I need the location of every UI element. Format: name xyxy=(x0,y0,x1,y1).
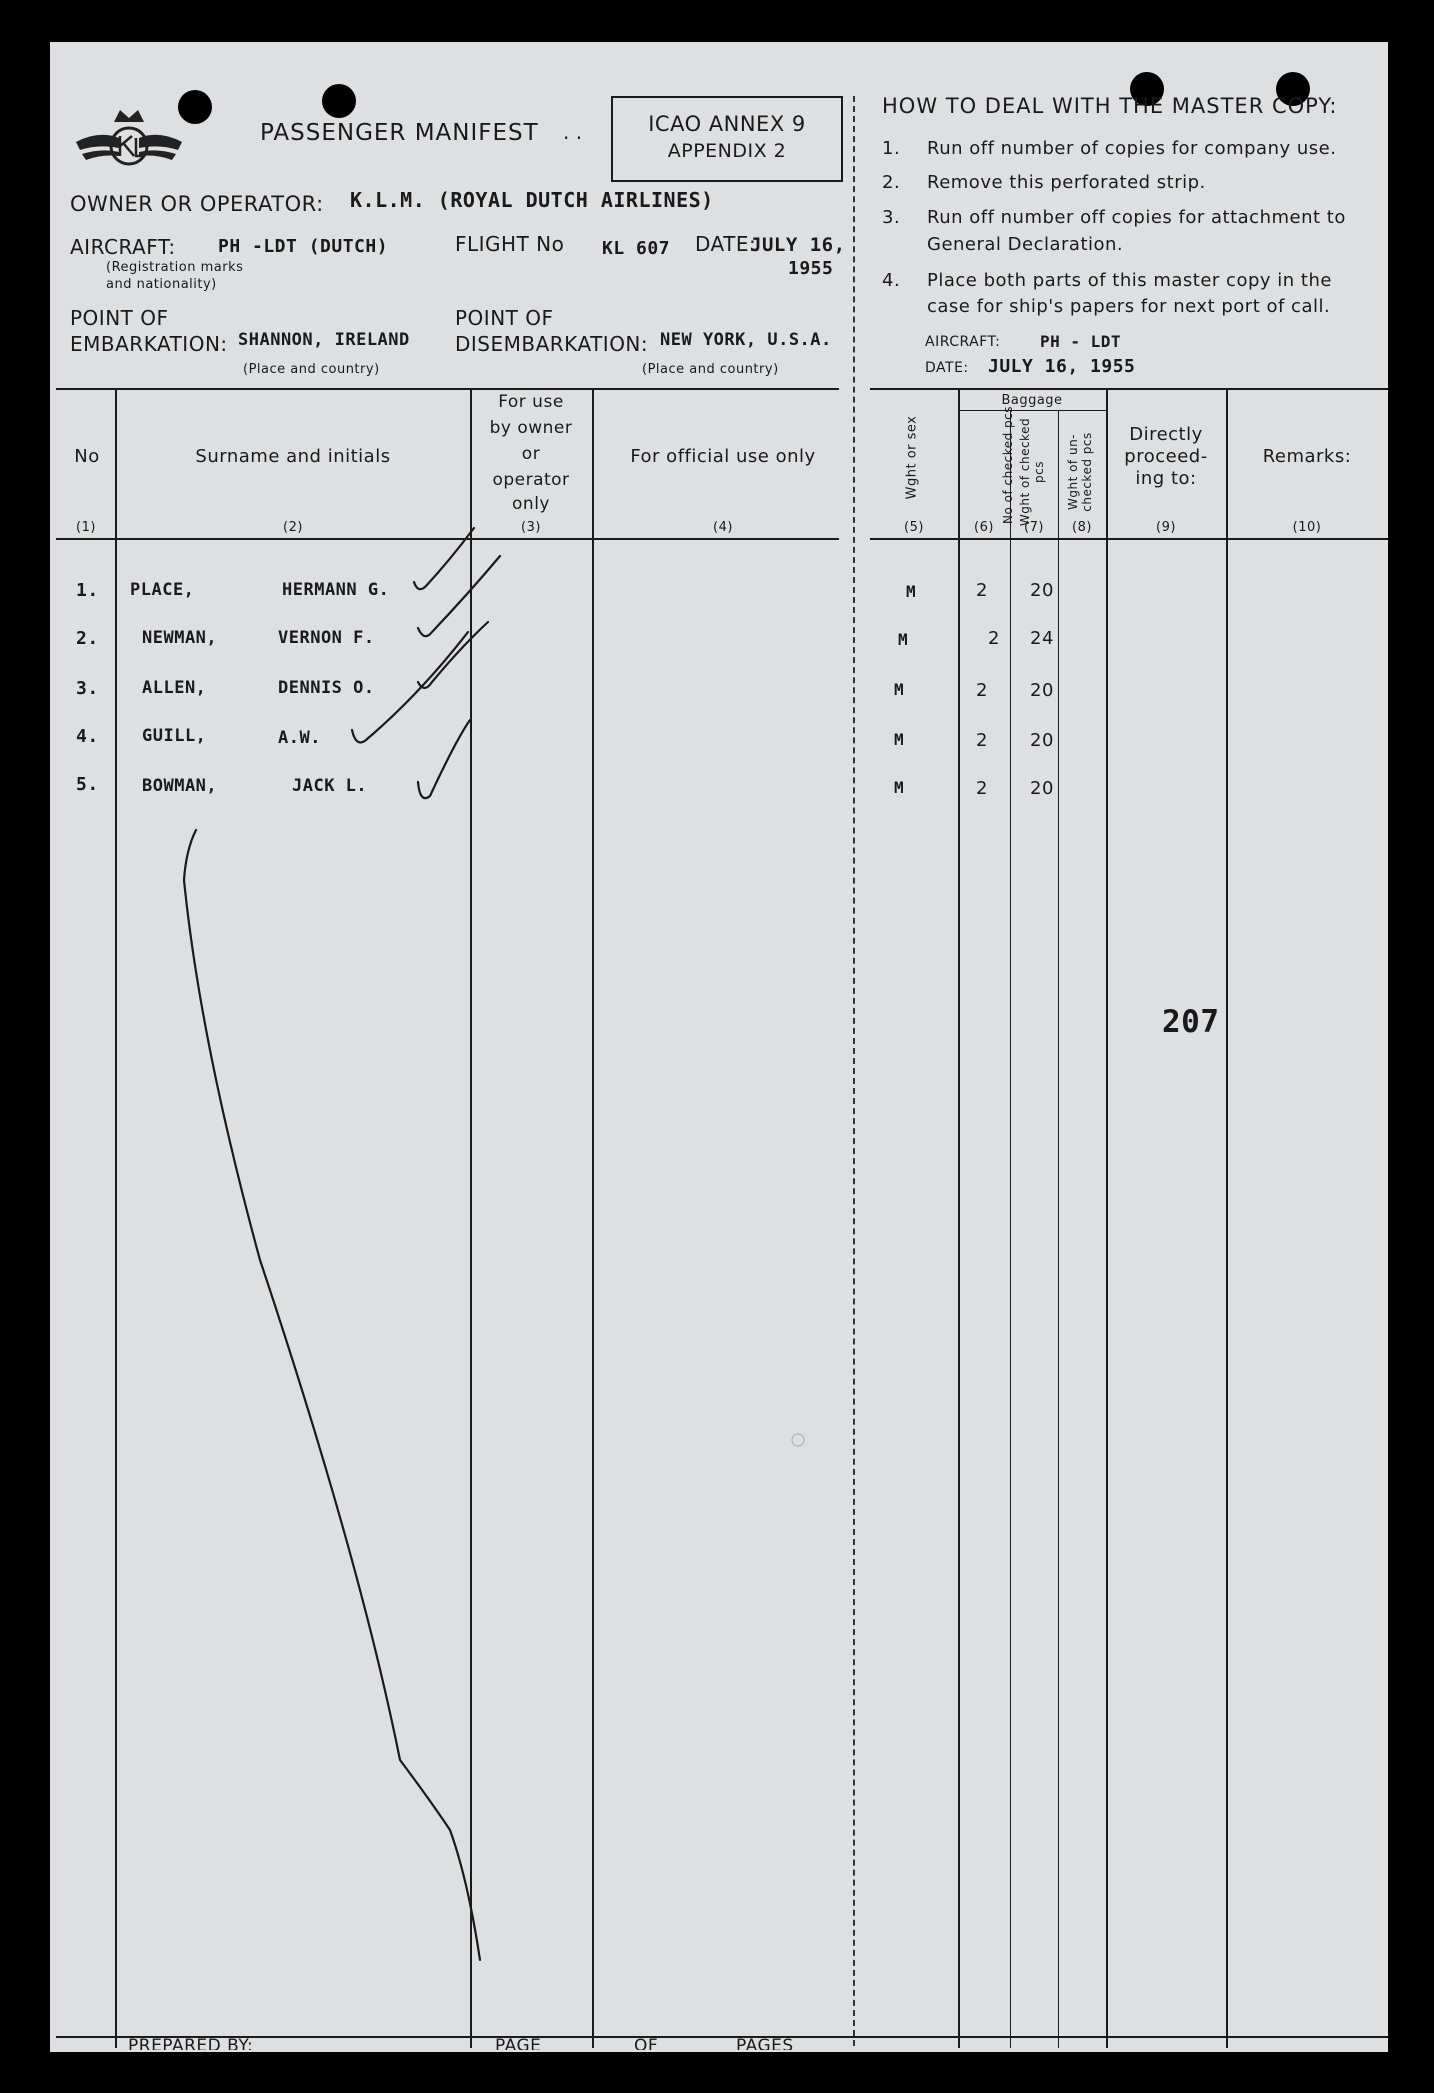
row-pcs: 2 xyxy=(976,778,988,799)
col-number: (4) xyxy=(713,520,733,535)
instruction-num-4: 4. xyxy=(882,270,901,291)
col-header-owner-5: only xyxy=(512,494,550,514)
instruction-text-2: Remove this perforated strip. xyxy=(927,172,1206,193)
aircraft-value: PH -LDT (DUTCH) xyxy=(218,236,389,257)
row-sex: M xyxy=(906,582,917,601)
col-header-owner-4: operator xyxy=(492,470,570,490)
col-header-checked-pcs: No of checked pcs xyxy=(1001,406,1015,524)
col-header-owner-1: For use xyxy=(498,392,564,412)
row-weight: 20 xyxy=(1030,730,1054,751)
owner-label: OWNER OR OPERATOR: xyxy=(70,192,324,216)
aircraft-note-2: and nationality) xyxy=(106,277,217,292)
row-weight: 20 xyxy=(1030,680,1054,701)
flight-label: FLIGHT No xyxy=(455,232,565,256)
instructions-title: HOW TO DEAL WITH THE MASTER COPY: xyxy=(882,94,1338,118)
col-header-proceed-1: Directly xyxy=(1129,424,1203,445)
disembarkation-value: NEW YORK, U.S.A. xyxy=(660,330,832,350)
row-pcs: 2 xyxy=(988,628,1000,649)
col-number: (6) xyxy=(974,520,994,535)
instruction-num-1: 1. xyxy=(882,138,901,159)
row-no: 2. xyxy=(76,628,99,649)
embarkation-label-1: POINT OF xyxy=(70,306,169,330)
instruction-text-3b: General Declaration. xyxy=(927,234,1124,255)
instruction-text-3a: Run off number off copies for attachment to xyxy=(927,207,1346,228)
row-no: 3. xyxy=(76,678,99,699)
col-header-official: For official use only xyxy=(630,446,816,467)
col-header-surname: Surname and initials xyxy=(195,446,391,467)
col-header-unchecked-wt: Wght of un-checked pcs xyxy=(1066,432,1094,512)
embarkation-note: (Place and country) xyxy=(243,362,380,377)
row-surname: ALLEN, xyxy=(142,678,207,698)
footer-page: PAGE xyxy=(495,2036,542,2050)
aircraft-note-1: (Registration marks xyxy=(106,260,244,275)
col-header-weight-sex: Wght or sex xyxy=(904,415,920,500)
disembarkation-label-2: DISEMBARKATION: xyxy=(455,332,649,356)
row-weight: 24 xyxy=(1030,628,1054,649)
row-no: 5. xyxy=(76,774,99,795)
footer-border xyxy=(56,2036,1388,2038)
instruction-num-3: 3. xyxy=(882,207,901,228)
embarkation-label-2: EMBARKATION: xyxy=(70,332,228,356)
row-sex: M xyxy=(894,778,905,797)
title-dots: . . xyxy=(563,120,583,144)
copy-aircraft-label: AIRCRAFT: xyxy=(925,334,1001,350)
instruction-text-4b: case for ship's papers for next port of call. xyxy=(927,296,1331,317)
copy-aircraft-value: PH - LDT xyxy=(1040,332,1122,351)
aircraft-label: AIRCRAFT: xyxy=(70,235,176,259)
date-label: DATE: xyxy=(695,232,757,256)
row-surname: GUILL, xyxy=(142,726,207,746)
col-number: (5) xyxy=(904,520,924,535)
col-number: (2) xyxy=(283,520,303,535)
row-initials: VERNON F. xyxy=(278,628,375,648)
footer-of: OF xyxy=(634,2036,659,2050)
row-surname: BOWMAN, xyxy=(142,776,218,796)
col-number: (1) xyxy=(76,520,96,535)
owner-value: K.L.M. (ROYAL DUTCH AIRLINES) xyxy=(350,188,714,212)
row-sex: M xyxy=(898,630,909,649)
row-no: 4. xyxy=(76,726,99,747)
page-title: PASSENGER MANIFEST xyxy=(260,120,539,146)
row-weight: 20 xyxy=(1030,580,1054,601)
date-value-line1: JULY 16, xyxy=(750,234,846,256)
col-header-owner-2: by owner xyxy=(489,418,573,438)
row-sex: M xyxy=(894,680,905,699)
stamp-number: 207 xyxy=(1162,1004,1220,1040)
col-header-proceed-3: ing to: xyxy=(1135,468,1197,489)
row-weight: 20 xyxy=(1030,778,1054,799)
flight-value: KL 607 xyxy=(602,238,671,259)
row-surname: PLACE, xyxy=(130,580,195,600)
row-initials: A.W. xyxy=(278,728,321,748)
copy-date-label: DATE: xyxy=(925,360,969,376)
row-no: 1. xyxy=(76,580,99,601)
col-header-remarks: Remarks: xyxy=(1262,446,1352,467)
col-number: (7) xyxy=(1024,520,1044,535)
row-sex: M xyxy=(894,730,905,749)
col-header-checked-wt: Wght of checked pcs xyxy=(1018,417,1046,527)
instruction-text-1: Run off number of copies for company use. xyxy=(927,138,1337,159)
icao-appendix-label: APPENDIX 2 xyxy=(667,140,787,162)
instruction-text-4a: Place both parts of this master copy in the xyxy=(927,270,1332,291)
row-pcs: 2 xyxy=(976,580,988,601)
col-number: (8) xyxy=(1072,520,1092,535)
instruction-num-2: 2. xyxy=(882,172,901,193)
row-initials: DENNIS O. xyxy=(278,678,375,698)
row-pcs: 2 xyxy=(976,680,988,701)
footer-pages: PAGES xyxy=(736,2036,794,2050)
footer-prepared-by: PREPARED BY: xyxy=(128,2036,254,2050)
col-number: (3) xyxy=(521,520,541,535)
date-value-line2: 1955 xyxy=(788,258,834,279)
row-surname: NEWMAN, xyxy=(142,628,218,648)
disembarkation-note: (Place and country) xyxy=(642,362,779,377)
row-initials: HERMANN G. xyxy=(282,580,390,600)
col-number: (9) xyxy=(1156,520,1176,535)
col-header-proceed-2: proceed- xyxy=(1124,446,1208,467)
col-header-baggage: Baggage xyxy=(1001,393,1063,408)
col-header-owner-3: or xyxy=(521,444,541,464)
col-number: (10) xyxy=(1292,520,1322,535)
disembarkation-label-1: POINT OF xyxy=(455,306,554,330)
icao-annex-label: ICAO ANNEX 9 xyxy=(648,112,806,136)
embarkation-value: SHANNON, IRELAND xyxy=(238,330,410,350)
copy-date-value: JULY 16, 1955 xyxy=(988,356,1136,377)
row-pcs: 2 xyxy=(976,730,988,751)
row-initials: JACK L. xyxy=(292,776,368,796)
col-header-no: No xyxy=(74,446,100,467)
